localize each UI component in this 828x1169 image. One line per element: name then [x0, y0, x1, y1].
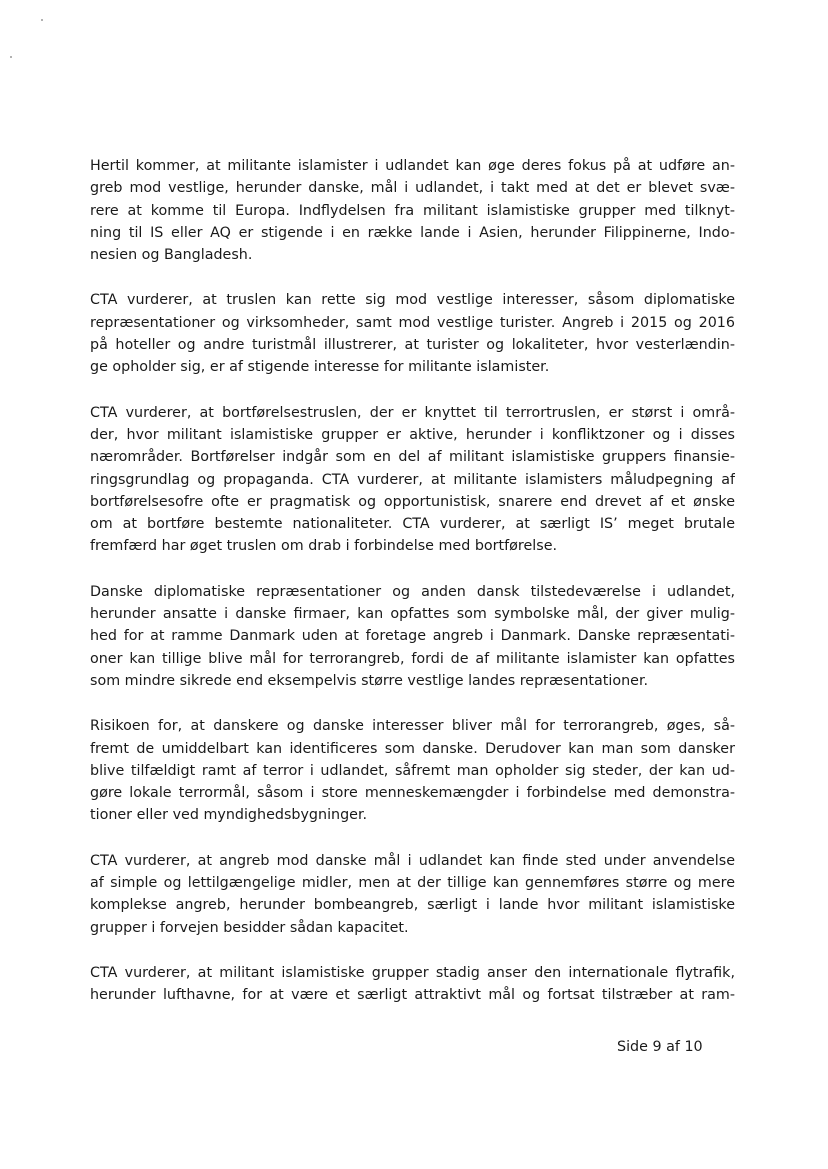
paragraph-line: grupper i forvejen besidder sådan kapacitet. [90, 919, 409, 936]
paragraph-line: CTA vurderer, at truslen kan rette sig mod vestlige interesser, såsom diplomatiske [90, 292, 735, 309]
paragraph-line: tioner eller ved myndighedsbygninger. [90, 807, 368, 824]
paragraph [90, 402, 735, 558]
paragraph-line: Hertil kommer, at militante islamister i udlandet kan øge deres fokus på at udføre an- [90, 158, 735, 174]
paragraph-line: nærområder. Bortførelser indgår som en del af militant islamistiske gruppers finansie- [90, 449, 735, 466]
paragraph [90, 289, 735, 378]
paragraph-line: CTA vurderer, at angreb mod danske mål i udlandet kan finde sted under anvendelse [90, 852, 735, 869]
paragraph-line: nesien og Bangladesh. [90, 247, 253, 264]
paragraph-line: bortførelsesofre ofte er pragmatisk og opportunistisk, snarere end drevet af et ønske [90, 493, 735, 510]
paragraph-line: der, hvor militant islamistiske grupper er aktive, herunder i konfliktzoner og i disses [90, 426, 735, 443]
paragraph-line: Risikoen for, at danskere og danske interesser bliver mål for terrorangreb, øges, så- [90, 718, 735, 735]
paragraph-line: fremfærd har øget truslen om drab i forbindelse med bortførelse. [90, 538, 558, 555]
paragraph [90, 850, 735, 939]
document-body [90, 155, 735, 1030]
paragraph-line: ringsgrundlag og propaganda. CTA vurderer, at militante islamisters måludpegning af [90, 471, 735, 488]
scan-speck [10, 56, 12, 58]
paragraph-line: på hoteller og andre turistmål illustrerer, at turister og lokaliteter, hvor vesterlændin- [90, 337, 735, 354]
paragraph-line: ning til IS eller AQ er stigende i en række lande i Asien, herunder Filippinerne, Indo- [90, 224, 735, 241]
paragraph-line: CTA vurderer, at militant islamistiske grupper stadig anser den internationale flytrafik, [90, 964, 735, 981]
paragraph-line: greb mod vestlige, herunder danske, mål i udlandet, i takt med at det er blevet svæ- [90, 180, 735, 197]
paragraph-line: repræsentationer og virksomheder, samt mod vestlige turister. Angreb i 2015 og 2016 [90, 314, 735, 331]
paragraph-line: om at bortføre bestemte nationaliteter. CTA vurderer, at særligt IS’ meget brutale [90, 516, 735, 533]
paragraph-line: som mindre sikrede end eksempelvis større vestlige landes repræsentationer. [90, 672, 649, 689]
paragraph-line: rere at komme til Europa. Indflydelsen fra militant islamistiske grupper med tilknyt- [90, 202, 735, 219]
page-number: Side 9 af 10 [617, 1039, 703, 1055]
paragraph [90, 715, 735, 826]
paragraph-line: Danske diplomatiske repræsentationer og anden dansk tilstedeværelse i udlandet, [90, 583, 735, 600]
paragraph [90, 155, 735, 266]
paragraph-line: komplekse angreb, herunder bombeangreb, særligt i lande hvor militant islamistiske [90, 897, 735, 914]
paragraph [90, 581, 735, 692]
paragraph-line: CTA vurderer, at bortførelsestruslen, der er knyttet til terrortruslen, er størst i områ- [90, 404, 735, 421]
paragraph-line: herunder ansatte i danske firmaer, kan opfattes som symbolske mål, der giver mulig- [90, 606, 735, 623]
paragraph-line: ge opholder sig, er af stigende interesse for militante islamister. [90, 359, 550, 376]
paragraph-line: af simple og lettilgængelige midler, men at der tillige kan gennemføres større og mere [90, 875, 735, 892]
paragraph-line: blive tilfældigt ramt af terror i udlandet, såfremt man opholder sig steder, der kan ud- [90, 762, 735, 779]
paragraph [90, 962, 735, 1007]
paragraph-line: hed for at ramme Danmark uden at foretage angreb i Danmark. Danske repræsentati- [90, 628, 735, 645]
paragraph-line: gøre lokale terrormål, såsom i store menneskemængder i forbindelse med demonstra- [90, 785, 735, 802]
paragraph-line: herunder lufthavne, for at være et særligt attraktivt mål og fortsat tilstræber at ram- [90, 987, 735, 1004]
paragraph-line: fremt de umiddelbart kan identificeres som danske. Derudover kan man som dansker [90, 740, 735, 757]
scan-speck [41, 19, 43, 21]
paragraph-line: oner kan tillige blive mål for terrorangreb, fordi de af militante islamister kan opfattes [90, 650, 735, 667]
